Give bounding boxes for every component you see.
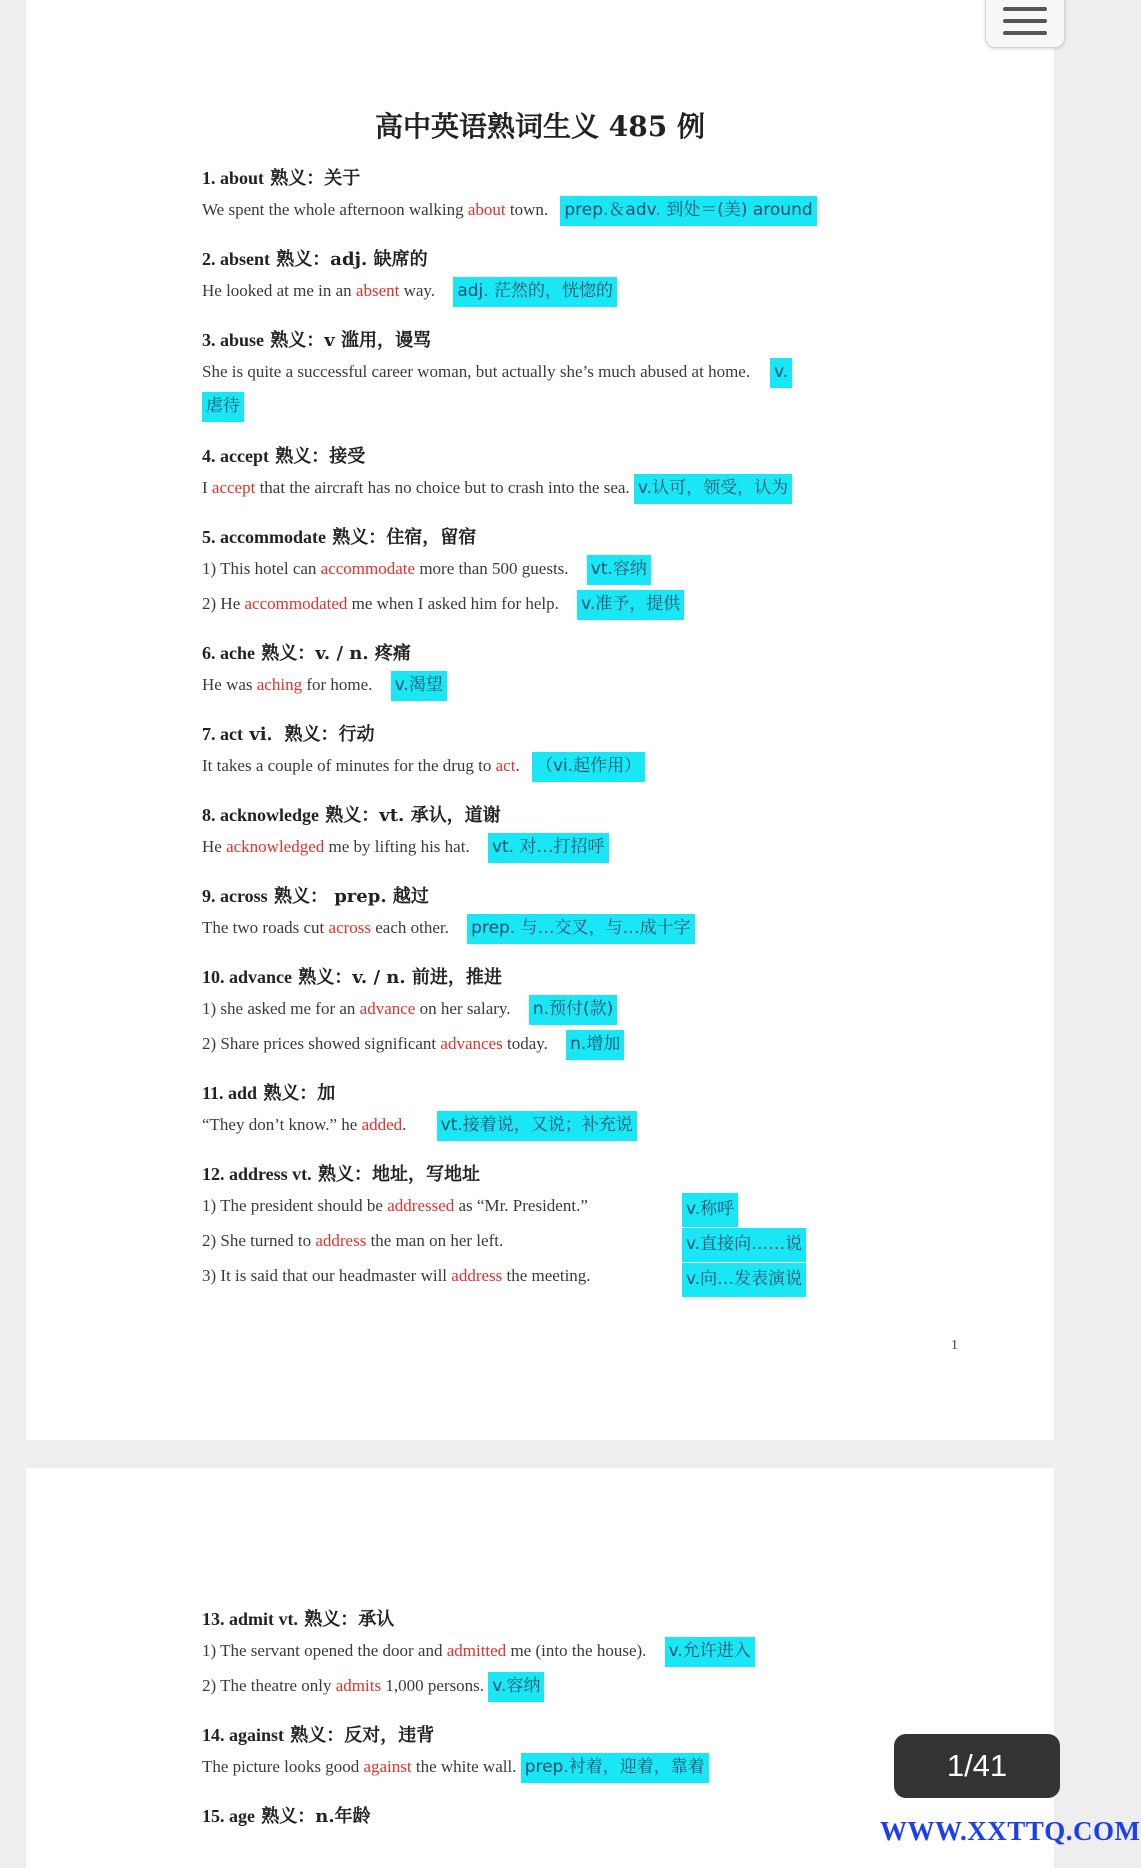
example-sentence: The two roads cut across each other. prep. 与…交叉，与…成十字 [202,910,922,945]
entry-heading: 13. admit vt. 熟义：承认 [202,1609,395,1630]
entry-heading: 14. against 熟义：反对，违背 [202,1725,435,1746]
meaning-highlight: v.直接向……说 [682,1228,806,1262]
document-page-2 [26,1468,1054,1868]
example-sentence: The picture looks good against the white wall. prep.衬着，迎着，靠着 [202,1749,922,1784]
example-sentence: I accept that the aircraft has no choice but to crash into the sea. v.认可，领受，认为 [202,470,922,505]
document-page-1 [26,0,1054,1440]
example-sentence: He acknowledged me by lifting his hat. vt. 对…打招呼 [202,829,922,864]
meaning-highlight: （vi.起作用） [532,752,645,782]
meaning-highlight: v.允许进入 [665,1637,755,1667]
entry-abuse [202,327,922,424]
meaning-highlight: adj. 茫然的，恍惚的 [453,277,617,307]
example-sentence: It takes a couple of minutes for the drug to act. （vi.起作用） [202,748,922,783]
entry-heading: 6. ache 熟义：v. / n. 疼痛 [202,643,411,664]
meaning-highlight: n.增加 [566,1030,624,1060]
example-sentence: 2) He accommodated me when I asked him for help. v.准予，提供 [202,586,922,621]
page-number: 1 [951,1338,958,1353]
meaning-highlight: v.容纳 [488,1672,544,1702]
entry-heading: 8. acknowledge 熟义：vt. 承认，道谢 [202,805,501,826]
entry-heading: 1. about 熟义：关于 [202,168,361,189]
entry-heading: 3. abuse 熟义：v 滥用，谩骂 [202,330,432,351]
menu-bar [1003,31,1047,35]
entry-advance [202,964,922,1061]
entry-heading: 11. add 熟义：加 [202,1083,336,1104]
entry-add [202,1080,922,1142]
example-sentence: 1) she asked me for an advance on her salary. n.预付(款) [202,991,922,1026]
entry-heading: 9. across 熟义： prep. 越过 [202,886,429,907]
example-sentence: 1) The president should be addressed as “Mr. President.” v.称呼 [202,1188,922,1223]
example-sentence-wrap [202,389,922,424]
meaning-highlight: v. [770,358,792,388]
entry-heading: 10. advance 熟义：v. / n. 前进，推进 [202,967,502,988]
entry-accept [202,443,922,505]
meaning-highlight: v.渴望 [391,671,447,701]
meaning-highlight: v.认可，领受，认为 [634,474,792,504]
meaning-highlight: v.向…发表演说 [682,1263,806,1297]
meaning-highlight: prep. 与…交叉，与…成十字 [467,914,694,944]
meaning-highlight: prep.衬着，迎着，靠着 [521,1753,709,1783]
example-sentence: She is quite a successful career woman, but actually she’s much abused at home. v. [202,354,922,389]
entry-heading: 15. age 熟义：n.年龄 [202,1806,371,1827]
page-indicator[interactable]: 1/41 [894,1734,1060,1798]
example-sentence: “They don’t know.” he added. vt.接着说，又说；补充说 [202,1107,922,1142]
example-sentence: 2) The theatre only admits 1,000 persons. v.容纳 [202,1668,922,1703]
entry-list-page-1 [202,165,922,1312]
entry-heading: 5. accommodate 熟义：住宿，留宿 [202,527,477,548]
example-sentence: We spent the whole afternoon walking about town. prep.＆adv. 到处＝(美) around [202,192,922,227]
entry-against [202,1722,922,1784]
menu-bar [1003,19,1047,23]
entry-age [202,1803,922,1830]
entry-heading: 4. accept 熟义：接受 [202,446,366,467]
entry-list-page-2 [202,1606,922,1849]
entry-ache [202,640,922,702]
meaning-highlight: prep.＆adv. 到处＝(美) around [560,196,816,226]
meaning-highlight: v.称呼 [682,1193,738,1227]
document-title: 高中英语熟词生义 485 例 [375,110,705,143]
entry-absent [202,246,922,308]
meaning-highlight: vt.接着说，又说；补充说 [437,1111,637,1141]
entry-act [202,721,922,783]
example-sentence: 1) This hotel can accommodate more than 500 guests. vt.容纳 [202,551,922,586]
entry-heading: 12. address vt. 熟义：地址，写地址 [202,1164,480,1185]
entry-heading: 2. absent 熟义：adj. 缺席的 [202,249,428,270]
entry-across [202,883,922,945]
meaning-highlight: vt. 对…打招呼 [488,833,609,863]
entry-admit [202,1606,922,1703]
meaning-highlight: 虐待 [202,392,244,422]
example-sentence: 3) It is said that our headmaster will address the meeting. v.向…发表演说 [202,1258,922,1293]
entry-heading: 7. act vi．熟义：行动 [202,724,375,745]
meaning-highlight: n.预付(款) [529,995,617,1025]
entry-address [202,1161,922,1293]
entry-accommodate [202,524,922,621]
menu-bar [1003,7,1047,11]
example-sentence: He was aching for home. v.渴望 [202,667,922,702]
example-sentence: 2) She turned to address the man on her left. v.直接向……说 [202,1223,922,1258]
meaning-highlight: v.准予，提供 [577,590,684,620]
example-sentence: He looked at me in an absent way. adj. 茫然的，恍惚的 [202,273,922,308]
example-sentence: 2) Share prices showed significant advances today. n.增加 [202,1026,922,1061]
menu-button[interactable] [985,0,1065,48]
entry-acknowledge [202,802,922,864]
meaning-highlight: vt.容纳 [587,555,651,585]
entry-about [202,165,922,227]
watermark-text: WWW.XXTTQ.COM [880,1816,1141,1846]
example-sentence: 1) The servant opened the door and admitted me (into the house). v.允许进入 [202,1633,922,1668]
